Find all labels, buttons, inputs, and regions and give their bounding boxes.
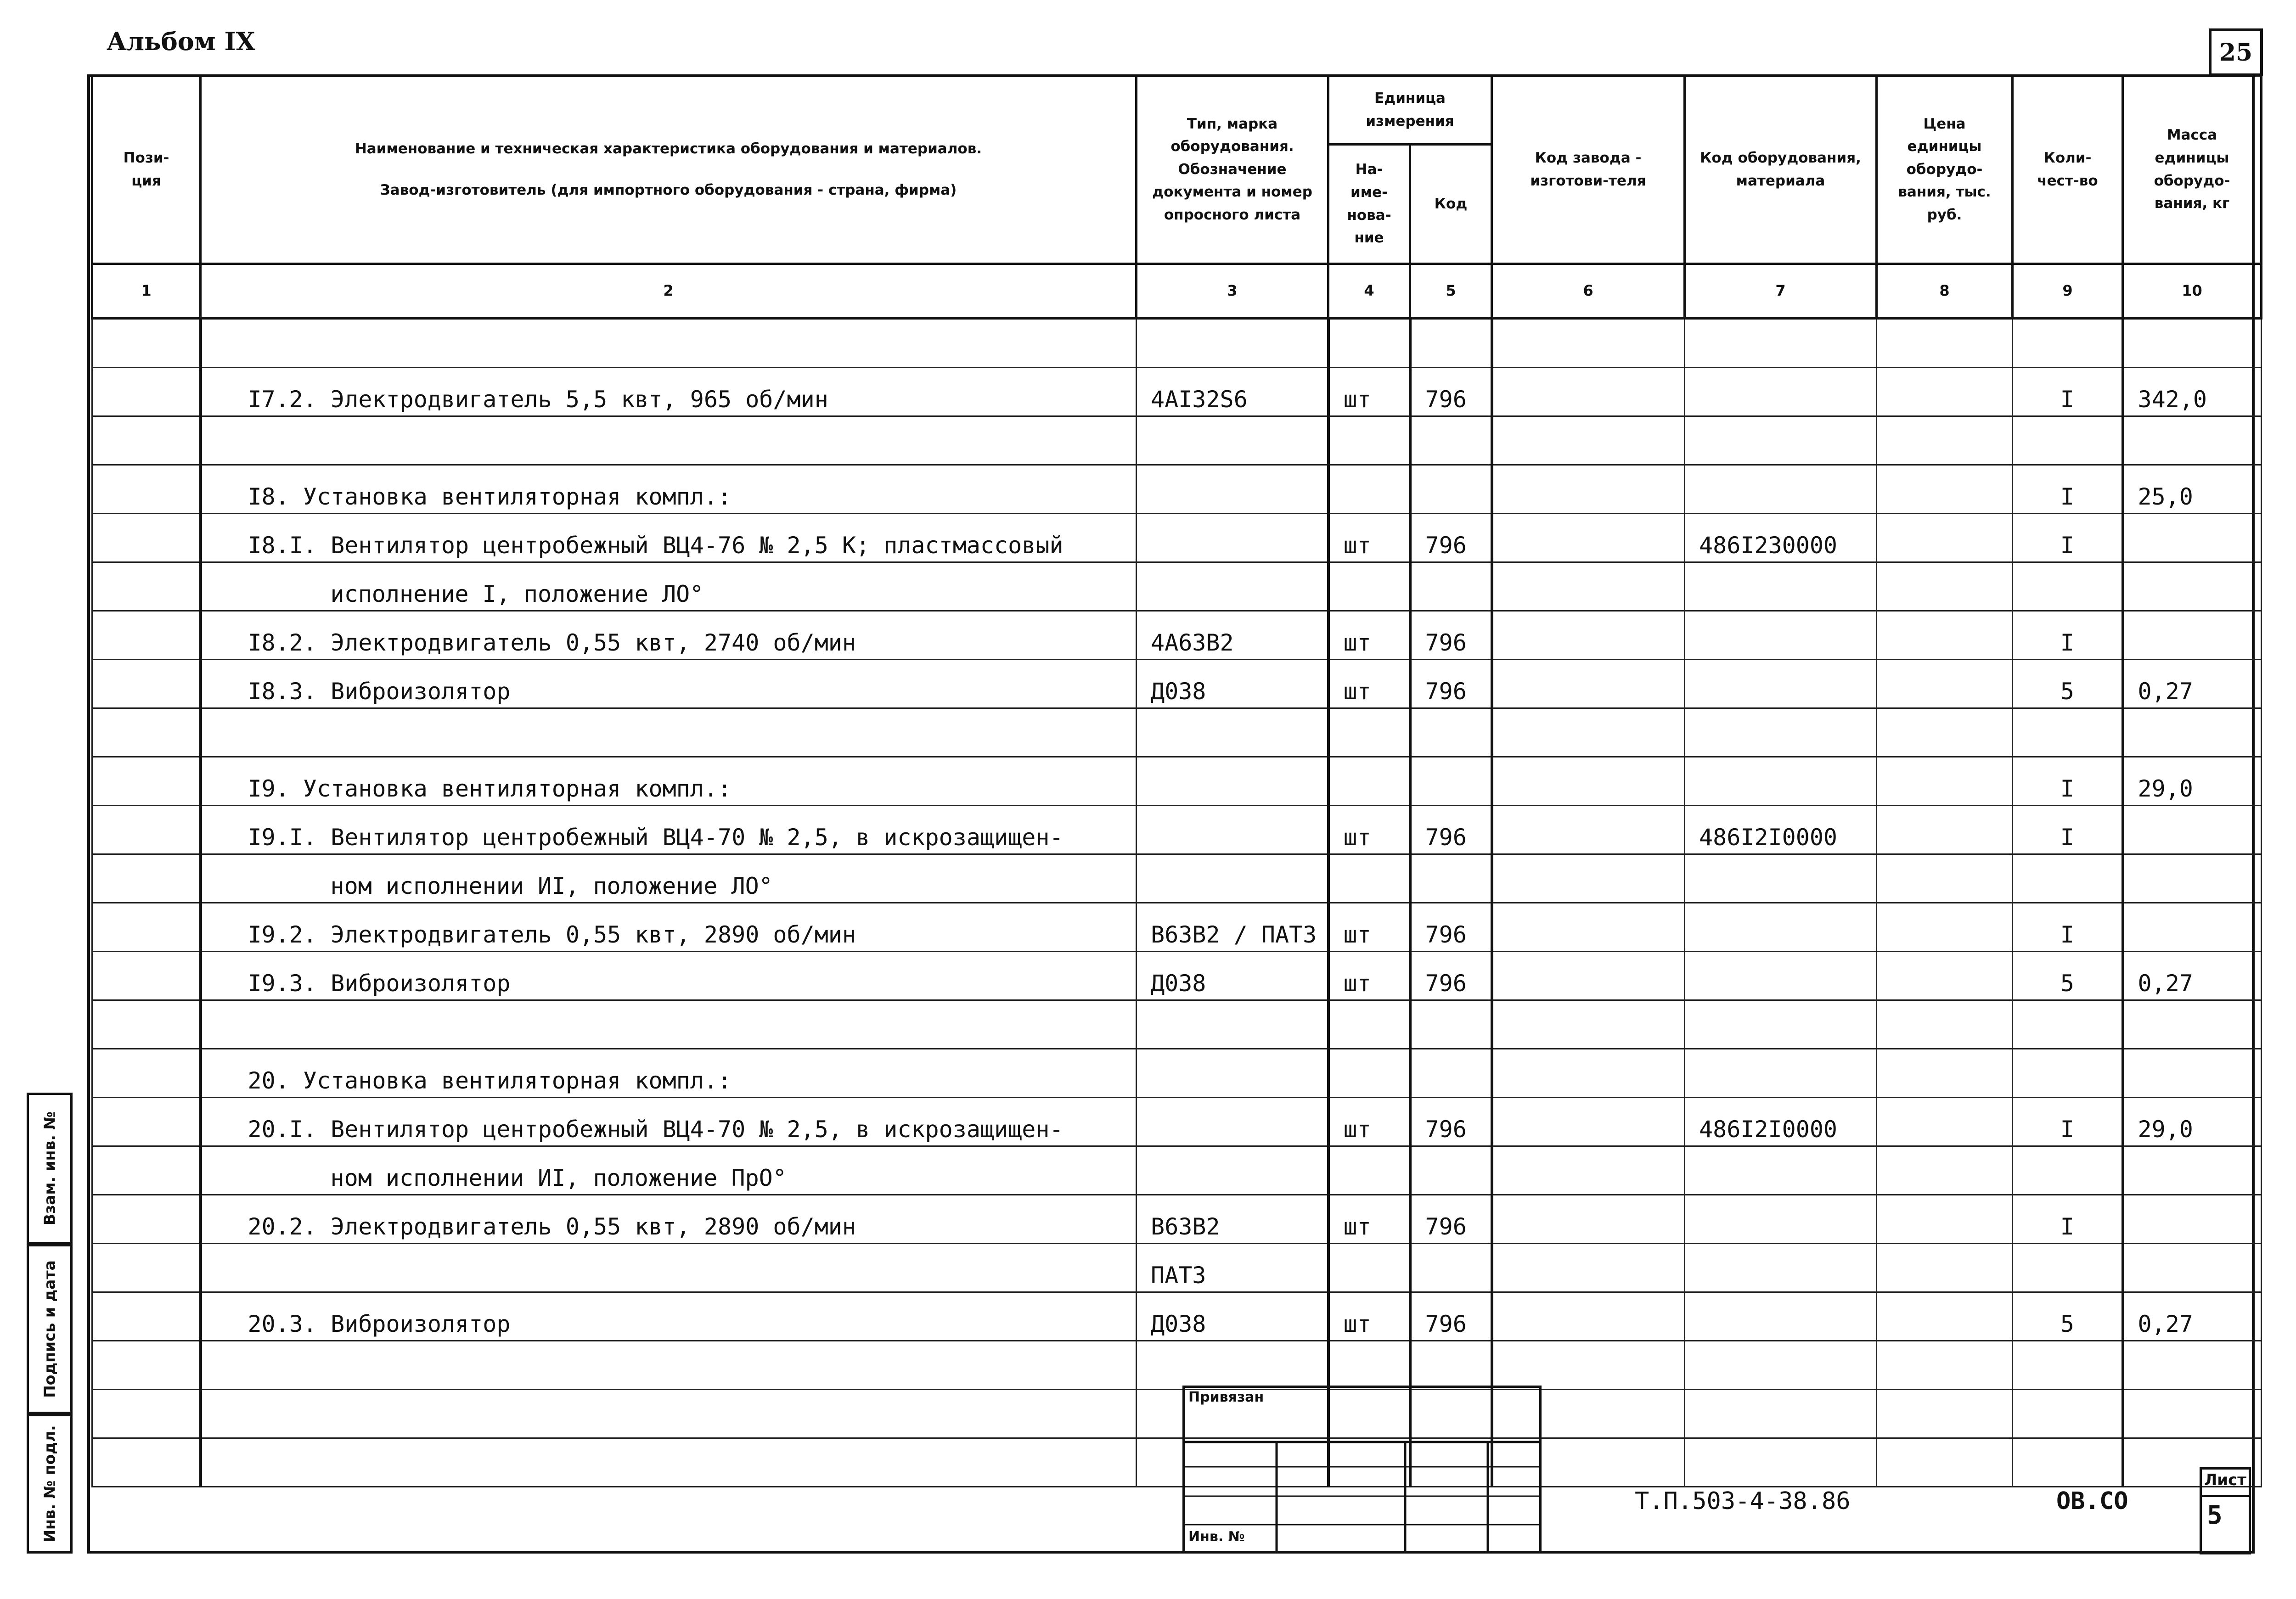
header-position: Пози- ция bbox=[92, 76, 201, 264]
mass-cell bbox=[2123, 854, 2262, 903]
item-name-cell: I8.3. Виброизолятор bbox=[201, 659, 1137, 708]
price-cell bbox=[1877, 513, 2013, 562]
side-replacement-inv bbox=[27, 1093, 73, 1244]
quantity-cell bbox=[2013, 1438, 2123, 1487]
table-row bbox=[92, 1049, 2262, 1097]
type-cell bbox=[1137, 854, 1328, 903]
unit-name-cell: шт bbox=[1328, 805, 1410, 854]
factory-code-cell bbox=[1492, 708, 1685, 757]
factory-code-cell bbox=[1492, 562, 1685, 611]
equipment-code-cell bbox=[1685, 1292, 1877, 1341]
page-number: 25 bbox=[2209, 28, 2263, 76]
stamp-grid bbox=[1185, 1388, 1539, 1551]
position-cell bbox=[92, 903, 201, 951]
unit-code-cell: 796 bbox=[1410, 1292, 1492, 1341]
col-number-1: 1 bbox=[92, 264, 201, 318]
header-name-line2: Завод-изготовитель (для импортного оборудования - страна, фирма) bbox=[380, 181, 957, 198]
stamp-inventory-label: Инв. № bbox=[1188, 1529, 1245, 1545]
table-row bbox=[92, 903, 2262, 951]
unit-code-cell bbox=[1410, 562, 1492, 611]
unit-name-cell bbox=[1328, 1000, 1410, 1049]
mass-cell bbox=[2123, 1000, 2262, 1049]
quantity-cell: I bbox=[2013, 367, 2123, 416]
factory-code-cell bbox=[1492, 805, 1685, 854]
unit-code-cell bbox=[1410, 318, 1492, 368]
quantity-cell: 5 bbox=[2013, 951, 2123, 1000]
type-cell bbox=[1137, 465, 1328, 513]
quantity-cell: I bbox=[2013, 611, 2123, 659]
unit-name-cell bbox=[1328, 465, 1410, 513]
item-name-cell: I7.2. Электродвигатель 5,5 квт, 965 об/мин bbox=[201, 367, 1137, 416]
equipment-code-cell bbox=[1685, 1146, 1877, 1195]
factory-code-cell bbox=[1492, 854, 1685, 903]
unit-code-cell bbox=[1410, 1243, 1492, 1292]
unit-code-cell: 796 bbox=[1410, 1097, 1492, 1146]
item-name-cell bbox=[201, 318, 1137, 368]
table-row bbox=[92, 416, 2262, 465]
price-cell bbox=[1877, 757, 2013, 805]
price-cell bbox=[1877, 465, 2013, 513]
type-cell bbox=[1137, 318, 1328, 368]
side-original-inv bbox=[27, 1414, 73, 1554]
mass-cell: 29,0 bbox=[2123, 757, 2262, 805]
position-cell bbox=[92, 1341, 201, 1389]
side-label-replacement: Взам. инв. № bbox=[40, 1111, 59, 1226]
item-name-cell: 20. Установка вентиляторная компл.: bbox=[201, 1049, 1137, 1097]
mass-cell bbox=[2123, 562, 2262, 611]
header-mass: Масса единицы оборудо-вания, кг bbox=[2123, 76, 2262, 264]
mass-cell: 0,27 bbox=[2123, 1292, 2262, 1341]
table-row bbox=[92, 1146, 2262, 1195]
table-row bbox=[92, 805, 2262, 854]
document-number: Т.П.503-4-38.86 bbox=[1635, 1487, 1851, 1515]
unit-name-cell bbox=[1328, 1146, 1410, 1195]
item-name-cell: 20.3. Виброизолятор bbox=[201, 1292, 1137, 1341]
quantity-cell bbox=[2013, 708, 2123, 757]
price-cell bbox=[1877, 854, 2013, 903]
mass-cell bbox=[2123, 611, 2262, 659]
quantity-cell bbox=[2013, 1146, 2123, 1195]
item-name-cell bbox=[201, 1438, 1137, 1487]
mass-cell: 25,0 bbox=[2123, 465, 2262, 513]
header-unit-group: Единица измерения bbox=[1328, 76, 1492, 145]
factory-code-cell bbox=[1492, 659, 1685, 708]
position-cell bbox=[92, 1146, 201, 1195]
unit-name-cell: шт bbox=[1328, 1097, 1410, 1146]
table-row bbox=[92, 318, 2262, 368]
equipment-code-cell bbox=[1685, 757, 1877, 805]
quantity-cell bbox=[2013, 562, 2123, 611]
table-row bbox=[92, 562, 2262, 611]
mass-cell bbox=[2123, 903, 2262, 951]
item-name-cell: I9.2. Электродвигатель 0,55 квт, 2890 об/мин bbox=[201, 903, 1137, 951]
quantity-cell: I bbox=[2013, 1195, 2123, 1243]
equipment-code-cell bbox=[1685, 659, 1877, 708]
header-type: Тип, марка оборудования. Обозначение документа и номер опросного листа bbox=[1137, 76, 1328, 264]
price-cell bbox=[1877, 562, 2013, 611]
equipment-code-cell bbox=[1685, 1438, 1877, 1487]
mass-cell bbox=[2123, 1341, 2262, 1389]
table-row bbox=[92, 513, 2262, 562]
factory-code-cell bbox=[1492, 1097, 1685, 1146]
factory-code-cell bbox=[1492, 1146, 1685, 1195]
header-quantity: Коли-чест-во bbox=[2013, 76, 2123, 264]
position-cell bbox=[92, 951, 201, 1000]
type-cell bbox=[1137, 1049, 1328, 1097]
factory-code-cell bbox=[1492, 465, 1685, 513]
type-cell: В63В2 bbox=[1137, 1195, 1328, 1243]
equipment-code-cell bbox=[1685, 903, 1877, 951]
unit-code-cell bbox=[1410, 416, 1492, 465]
equipment-code-cell bbox=[1685, 465, 1877, 513]
price-cell bbox=[1877, 1389, 2013, 1438]
unit-name-cell: шт bbox=[1328, 659, 1410, 708]
header-unit-code: Код bbox=[1410, 145, 1492, 264]
position-cell bbox=[92, 318, 201, 368]
factory-code-cell bbox=[1492, 318, 1685, 368]
price-cell bbox=[1877, 1438, 2013, 1487]
mass-cell bbox=[2123, 513, 2262, 562]
quantity-cell: 5 bbox=[2013, 1292, 2123, 1341]
price-cell bbox=[1877, 1097, 2013, 1146]
table-row bbox=[92, 1000, 2262, 1049]
factory-code-cell bbox=[1492, 1000, 1685, 1049]
table-row bbox=[92, 757, 2262, 805]
type-cell: В63В2 / ПАТЗ bbox=[1137, 903, 1328, 951]
type-cell bbox=[1137, 562, 1328, 611]
position-cell bbox=[92, 854, 201, 903]
mass-cell bbox=[2123, 318, 2262, 368]
header-factory-code: Код завода - изготови-теля bbox=[1492, 76, 1685, 264]
unit-code-cell: 796 bbox=[1410, 367, 1492, 416]
type-cell bbox=[1137, 1341, 1328, 1389]
unit-code-cell bbox=[1410, 1049, 1492, 1097]
unit-name-cell: шт bbox=[1328, 1292, 1410, 1341]
factory-code-cell bbox=[1492, 367, 1685, 416]
factory-code-cell bbox=[1492, 513, 1685, 562]
item-name-cell bbox=[201, 1341, 1137, 1389]
unit-code-cell: 796 bbox=[1410, 611, 1492, 659]
item-name-cell: I9. Установка вентиляторная компл.: bbox=[201, 757, 1137, 805]
item-name-cell bbox=[201, 1243, 1137, 1292]
item-name-cell: I8. Установка вентиляторная компл.: bbox=[201, 465, 1137, 513]
factory-code-cell bbox=[1492, 611, 1685, 659]
quantity-cell bbox=[2013, 1389, 2123, 1438]
type-cell bbox=[1137, 1000, 1328, 1049]
mass-cell bbox=[2123, 1195, 2262, 1243]
price-cell bbox=[1877, 416, 2013, 465]
quantity-cell bbox=[2013, 854, 2123, 903]
type-cell: ПАТЗ bbox=[1137, 1243, 1328, 1292]
col-number-4: 4 bbox=[1328, 264, 1410, 318]
sheet-label: Лист bbox=[2204, 1471, 2246, 1489]
table-row bbox=[92, 854, 2262, 903]
quantity-cell: I bbox=[2013, 805, 2123, 854]
price-cell bbox=[1877, 1049, 2013, 1097]
unit-name-cell bbox=[1328, 1341, 1410, 1389]
position-cell bbox=[92, 1292, 201, 1341]
unit-code-cell bbox=[1410, 465, 1492, 513]
position-cell bbox=[92, 757, 201, 805]
position-cell bbox=[92, 1389, 201, 1438]
equipment-code-cell bbox=[1685, 1049, 1877, 1097]
col-number-9: 9 bbox=[2013, 264, 2123, 318]
equipment-code-cell: 486I2I0000 bbox=[1685, 805, 1877, 854]
unit-name-cell bbox=[1328, 708, 1410, 757]
unit-code-cell: 796 bbox=[1410, 805, 1492, 854]
table-row bbox=[92, 465, 2262, 513]
stamp-label: Привязан bbox=[1188, 1389, 1264, 1405]
factory-code-cell bbox=[1492, 1195, 1685, 1243]
sheet-number: 5 bbox=[2207, 1500, 2223, 1530]
equipment-code-cell bbox=[1685, 951, 1877, 1000]
quantity-cell bbox=[2013, 1049, 2123, 1097]
quantity-cell bbox=[2013, 1341, 2123, 1389]
quantity-cell bbox=[2013, 416, 2123, 465]
factory-code-cell bbox=[1492, 757, 1685, 805]
mass-cell bbox=[2123, 1049, 2262, 1097]
type-cell bbox=[1137, 708, 1328, 757]
position-cell bbox=[92, 1000, 201, 1049]
unit-name-cell: шт bbox=[1328, 611, 1410, 659]
header-name-line1: Наименование и техническая характеристика оборудования и материалов. bbox=[355, 140, 982, 157]
position-cell bbox=[92, 659, 201, 708]
quantity-cell bbox=[2013, 318, 2123, 368]
position-cell bbox=[92, 1195, 201, 1243]
equipment-code-cell bbox=[1685, 854, 1877, 903]
equipment-code-cell bbox=[1685, 1341, 1877, 1389]
factory-code-cell bbox=[1492, 951, 1685, 1000]
item-name-cell: I8.2. Электродвигатель 0,55 квт, 2740 об/мин bbox=[201, 611, 1137, 659]
quantity-cell: I bbox=[2013, 465, 2123, 513]
quantity-cell bbox=[2013, 1243, 2123, 1292]
unit-name-cell: шт bbox=[1328, 903, 1410, 951]
price-cell bbox=[1877, 805, 2013, 854]
col-number-8: 8 bbox=[1877, 264, 2013, 318]
type-cell: Д038 bbox=[1137, 659, 1328, 708]
factory-code-cell bbox=[1492, 1341, 1685, 1389]
unit-code-cell: 796 bbox=[1410, 951, 1492, 1000]
equipment-code-cell bbox=[1685, 1195, 1877, 1243]
equipment-code-cell bbox=[1685, 367, 1877, 416]
table-row bbox=[92, 1195, 2262, 1243]
equipment-code-cell bbox=[1685, 708, 1877, 757]
equipment-code-cell bbox=[1685, 1000, 1877, 1049]
position-cell bbox=[92, 708, 201, 757]
unit-code-cell bbox=[1410, 757, 1492, 805]
album-title: Альбом IX bbox=[107, 27, 255, 56]
table-row bbox=[92, 1341, 2262, 1389]
factory-code-cell bbox=[1492, 903, 1685, 951]
side-signature-date bbox=[27, 1244, 73, 1414]
unit-name-cell: шт bbox=[1328, 513, 1410, 562]
mass-cell bbox=[2123, 1146, 2262, 1195]
table-row bbox=[92, 708, 2262, 757]
header-price: Цена единицы оборудо-вания, тыс. руб. bbox=[1877, 76, 2013, 264]
position-cell bbox=[92, 465, 201, 513]
table-row bbox=[92, 367, 2262, 416]
item-name-cell: исполнение I, положение ЛО° bbox=[201, 562, 1137, 611]
col-number-7: 7 bbox=[1685, 264, 1877, 318]
mass-cell bbox=[2123, 708, 2262, 757]
col-number-2: 2 bbox=[201, 264, 1137, 318]
price-cell bbox=[1877, 1000, 2013, 1049]
item-name-cell: I9.3. Виброизолятор bbox=[201, 951, 1137, 1000]
table-row bbox=[92, 1243, 2262, 1292]
price-cell bbox=[1877, 611, 2013, 659]
price-cell bbox=[1877, 903, 2013, 951]
unit-name-cell bbox=[1328, 318, 1410, 368]
unit-name-cell: шт bbox=[1328, 1195, 1410, 1243]
position-cell bbox=[92, 1438, 201, 1487]
price-cell bbox=[1877, 318, 2013, 368]
position-cell bbox=[92, 367, 201, 416]
quantity-cell: 5 bbox=[2013, 659, 2123, 708]
item-name-cell bbox=[201, 1389, 1137, 1438]
unit-code-cell: 796 bbox=[1410, 1195, 1492, 1243]
header-equipment-code: Код оборудования, материала bbox=[1685, 76, 1877, 264]
mass-cell bbox=[2123, 805, 2262, 854]
side-label-signature: Подпись и дата bbox=[40, 1260, 59, 1398]
col-number-6: 6 bbox=[1492, 264, 1685, 318]
col-number-3: 3 bbox=[1137, 264, 1328, 318]
table-row bbox=[92, 611, 2262, 659]
equipment-code-cell: 486I2I0000 bbox=[1685, 1097, 1877, 1146]
item-name-cell: I9.I. Вентилятор центробежный ВЦ4-70 № 2,5, в искрозащищен- bbox=[201, 805, 1137, 854]
table-row bbox=[92, 1389, 2262, 1438]
mass-cell bbox=[2123, 1243, 2262, 1292]
col-number-5: 5 bbox=[1410, 264, 1492, 318]
item-name-cell bbox=[201, 1000, 1137, 1049]
equipment-code-cell bbox=[1685, 562, 1877, 611]
unit-name-cell: шт bbox=[1328, 367, 1410, 416]
type-cell: Д038 bbox=[1137, 951, 1328, 1000]
quantity-cell: I bbox=[2013, 1097, 2123, 1146]
position-cell bbox=[92, 416, 201, 465]
type-cell bbox=[1137, 757, 1328, 805]
type-cell: 4AI32S6 bbox=[1137, 367, 1328, 416]
mass-cell: 29,0 bbox=[2123, 1097, 2262, 1146]
sheet-code: ОВ.СО bbox=[2056, 1487, 2128, 1515]
unit-code-cell bbox=[1410, 1341, 1492, 1389]
unit-code-cell bbox=[1410, 1146, 1492, 1195]
unit-name-cell bbox=[1328, 757, 1410, 805]
table-row bbox=[92, 951, 2262, 1000]
type-cell: 4A63B2 bbox=[1137, 611, 1328, 659]
mass-cell: 342,0 bbox=[2123, 367, 2262, 416]
specification-table bbox=[91, 74, 2262, 1487]
unit-code-cell bbox=[1410, 1000, 1492, 1049]
unit-name-cell bbox=[1328, 562, 1410, 611]
position-cell bbox=[92, 611, 201, 659]
position-cell bbox=[92, 1097, 201, 1146]
mass-cell bbox=[2123, 416, 2262, 465]
item-name-cell: 20.I. Вентилятор центробежный ВЦ4-70 № 2,5, в искрозащищен- bbox=[201, 1097, 1137, 1146]
price-cell bbox=[1877, 708, 2013, 757]
price-cell bbox=[1877, 1292, 2013, 1341]
unit-code-cell: 796 bbox=[1410, 513, 1492, 562]
unit-name-cell bbox=[1328, 1049, 1410, 1097]
position-cell bbox=[92, 1049, 201, 1097]
equipment-code-cell bbox=[1685, 318, 1877, 368]
position-cell bbox=[92, 562, 201, 611]
quantity-cell: I bbox=[2013, 513, 2123, 562]
type-cell: Д038 bbox=[1137, 1292, 1328, 1341]
type-cell bbox=[1137, 1146, 1328, 1195]
unit-name-cell: шт bbox=[1328, 951, 1410, 1000]
factory-code-cell bbox=[1492, 416, 1685, 465]
position-cell bbox=[92, 513, 201, 562]
equipment-code-cell bbox=[1685, 1243, 1877, 1292]
unit-code-cell bbox=[1410, 708, 1492, 757]
header-name bbox=[201, 76, 1137, 264]
type-cell bbox=[1137, 416, 1328, 465]
table-row bbox=[92, 1438, 2262, 1487]
unit-code-cell: 796 bbox=[1410, 659, 1492, 708]
unit-code-cell bbox=[1410, 854, 1492, 903]
price-cell bbox=[1877, 1195, 2013, 1243]
equipment-code-cell bbox=[1685, 1389, 1877, 1438]
type-cell bbox=[1137, 805, 1328, 854]
type-cell bbox=[1137, 1097, 1328, 1146]
mass-cell bbox=[2123, 1389, 2262, 1438]
price-cell bbox=[1877, 659, 2013, 708]
mass-cell: 0,27 bbox=[2123, 659, 2262, 708]
table-row bbox=[92, 1097, 2262, 1146]
price-cell bbox=[1877, 1146, 2013, 1195]
item-name-cell bbox=[201, 416, 1137, 465]
quantity-cell: I bbox=[2013, 757, 2123, 805]
position-cell bbox=[92, 805, 201, 854]
item-name-cell: 20.2. Электродвигатель 0,55 квт, 2890 об/мин bbox=[201, 1195, 1137, 1243]
unit-name-cell bbox=[1328, 416, 1410, 465]
col-number-10: 10 bbox=[2123, 264, 2262, 318]
quantity-cell: I bbox=[2013, 903, 2123, 951]
price-cell bbox=[1877, 951, 2013, 1000]
price-cell bbox=[1877, 1243, 2013, 1292]
equipment-code-cell: 486I230000 bbox=[1685, 513, 1877, 562]
item-name-cell: I8.I. Вентилятор центробежный ВЦ4-76 № 2,5 К; пластмассовый bbox=[201, 513, 1137, 562]
price-cell bbox=[1877, 1341, 2013, 1389]
factory-code-cell bbox=[1492, 1292, 1685, 1341]
side-label-original: Инв. № подл. bbox=[40, 1425, 59, 1543]
type-cell bbox=[1137, 513, 1328, 562]
item-name-cell: ном исполнении ИI, положение ЛО° bbox=[201, 854, 1137, 903]
price-cell bbox=[1877, 367, 2013, 416]
mass-cell: 0,27 bbox=[2123, 951, 2262, 1000]
factory-code-cell bbox=[1492, 1049, 1685, 1097]
table-row bbox=[92, 659, 2262, 708]
factory-code-cell bbox=[1492, 1243, 1685, 1292]
unit-name-cell bbox=[1328, 854, 1410, 903]
header-unit-name: На-име-нова-ние bbox=[1328, 145, 1410, 264]
quantity-cell bbox=[2013, 1000, 2123, 1049]
equipment-code-cell bbox=[1685, 611, 1877, 659]
item-name-cell bbox=[201, 708, 1137, 757]
unit-name-cell bbox=[1328, 1243, 1410, 1292]
item-name-cell: ном исполнении ИI, положение ПрО° bbox=[201, 1146, 1137, 1195]
equipment-code-cell bbox=[1685, 416, 1877, 465]
unit-code-cell: 796 bbox=[1410, 903, 1492, 951]
table-row bbox=[92, 1292, 2262, 1341]
position-cell bbox=[92, 1243, 201, 1292]
